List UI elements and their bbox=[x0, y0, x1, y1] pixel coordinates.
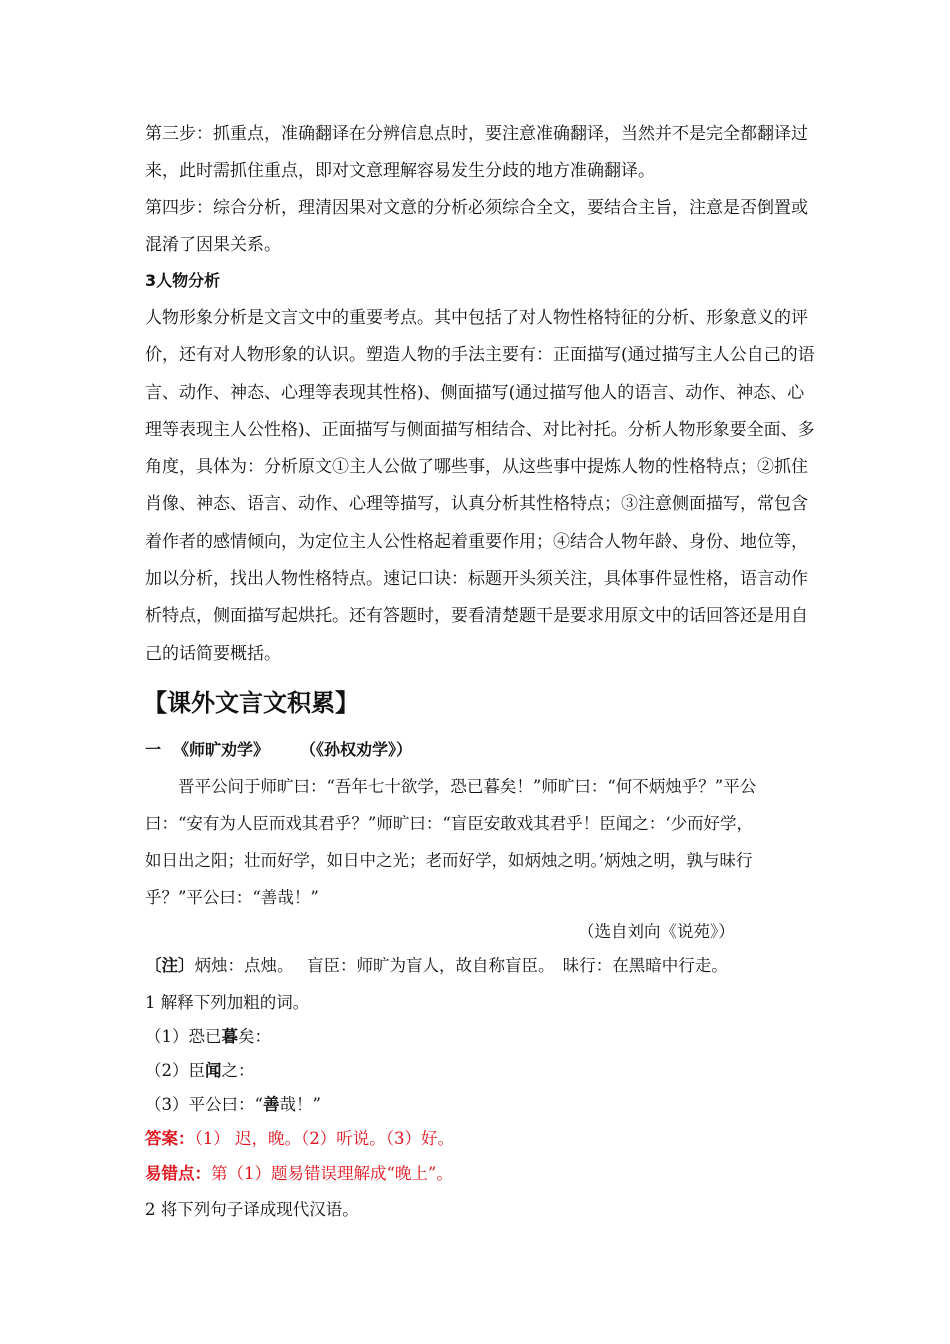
step4-line2: 混淆了因果关系。 bbox=[145, 235, 281, 255]
section3-line: 析特点，侧面描写起烘托。还有答题时，要看清楚题干是要求用原文中的话回答还是用自 bbox=[145, 606, 808, 626]
question1-sub2 bbox=[145, 1057, 255, 1081]
passage-line: 曰：“安有为人臣而戏其君乎？”师旷曰：“盲臣安敢戏其君乎！臣闻之：‘少而好学， bbox=[145, 814, 754, 833]
sub3-post: 哉！” bbox=[279, 1095, 321, 1114]
sub1-pre: （1）恐已 bbox=[145, 1027, 222, 1046]
extra-reading-heading: 【课外文言文积累】 bbox=[143, 689, 359, 717]
step3-line2: 来，此时需抓住重点，即对文意理解容易发生分歧的地方准确翻译。 bbox=[145, 161, 655, 181]
item1-title-line bbox=[145, 737, 412, 760]
question1-sub3 bbox=[145, 1091, 321, 1115]
sub1-post: 矣： bbox=[238, 1027, 271, 1046]
passage-line: 晋平公问于师旷曰：“吾年七十欲学，恐已暮矣！”师旷曰：“何不炳烛乎？”平公 bbox=[178, 777, 757, 796]
item1-number: 一 bbox=[145, 740, 162, 759]
sub2-post: 之： bbox=[221, 1061, 255, 1080]
step3-line1: 第三步：抓重点，准确翻译在分辨信息点时，要注意准确翻译，当然并不是完全都翻译过 bbox=[145, 124, 808, 144]
error-text: 第（1）题易错误理解成“晚上”。 bbox=[211, 1164, 453, 1183]
sub3-bold-word: 善 bbox=[262, 1095, 280, 1114]
answer-line bbox=[145, 1125, 454, 1149]
item1-alt-title: （《孙权劝学》） bbox=[300, 740, 413, 759]
sub2-bold-word: 闻 bbox=[205, 1061, 222, 1080]
note-text: 炳烛：点烛。 盲臣：师旷为盲人，故自称盲臣。 昧行：在黑暗中行走。 bbox=[194, 956, 728, 975]
passage-source: （选自刘向《说苑》） bbox=[578, 922, 735, 941]
passage-line: 如日出之阳；壮而好学，如日中之光；老而好学，如炳烛之明。’炳烛之明，孰与昧行 bbox=[145, 851, 753, 870]
section3-line: 理等表现主人公性格)、正面描写与侧面描写相结合、对比衬托。分析人物形象要全面、多 bbox=[145, 420, 815, 440]
section3-line: 人物形象分析是文言文中的重要考点。其中包括了对人物性格特征的分析、形象意义的评 bbox=[145, 308, 808, 328]
answer-text: （1） 迟，晚。（2）听说。（3）好。 bbox=[194, 1129, 454, 1148]
note-line bbox=[145, 952, 728, 976]
error-point-line bbox=[145, 1160, 453, 1184]
section3-line: 肖像、神态、语言、动作、心理等描写，认真分析其性格特点；③注意侧面描写，常包含 bbox=[145, 494, 808, 514]
question1-sub1 bbox=[145, 1023, 271, 1047]
note-label: 〔注〕 bbox=[145, 956, 195, 975]
sub3-pre: （3）平公曰：“ bbox=[145, 1095, 263, 1114]
passage-line: 乎？”平公曰：“善哉！” bbox=[145, 888, 319, 907]
section3-line: 己的话简要概括。 bbox=[145, 644, 281, 664]
section3-line: 角度，具体为：分析原文①主人公做了哪些事，从这些事中提炼人物的性格特点；②抓住 bbox=[145, 457, 808, 477]
step4-line1: 第四步：综合分析，理清因果对文意的分析必须综合全文，要结合主旨，注意是否倒置或 bbox=[145, 198, 808, 218]
sub2-pre: （2）臣 bbox=[145, 1061, 205, 1080]
section3-line: 言、动作、神态、心理等表现其性格)、侧面描写(通过描写他人的语言、动作、神态、心 bbox=[145, 383, 805, 403]
item1-title: 《师旷劝学》 bbox=[173, 740, 270, 759]
question2-prompt: 2 将下列句子译成现代汉语。 bbox=[145, 1200, 359, 1219]
section3-line: 价，还有对人物形象的认识。塑造人物的手法主要有：正面描写(通过描写主人公自己的语 bbox=[145, 345, 815, 365]
section3-line: 着作者的感情倾向，为定位主人公性格起着重要作用；④结合人物年龄、身份、地位等， bbox=[145, 532, 808, 552]
error-label: 易错点： bbox=[145, 1164, 211, 1183]
sub1-bold-word: 暮 bbox=[221, 1027, 238, 1046]
question1-prompt: 1 解释下列加粗的词。 bbox=[145, 993, 310, 1012]
section3-line: 加以分析，找出人物性格特点。速记口诀：标题开头须关注，具体事件显性格，语言动作 bbox=[145, 569, 808, 589]
section3-heading: 3人物分析 bbox=[145, 271, 221, 290]
answer-label: 答案： bbox=[145, 1129, 195, 1148]
